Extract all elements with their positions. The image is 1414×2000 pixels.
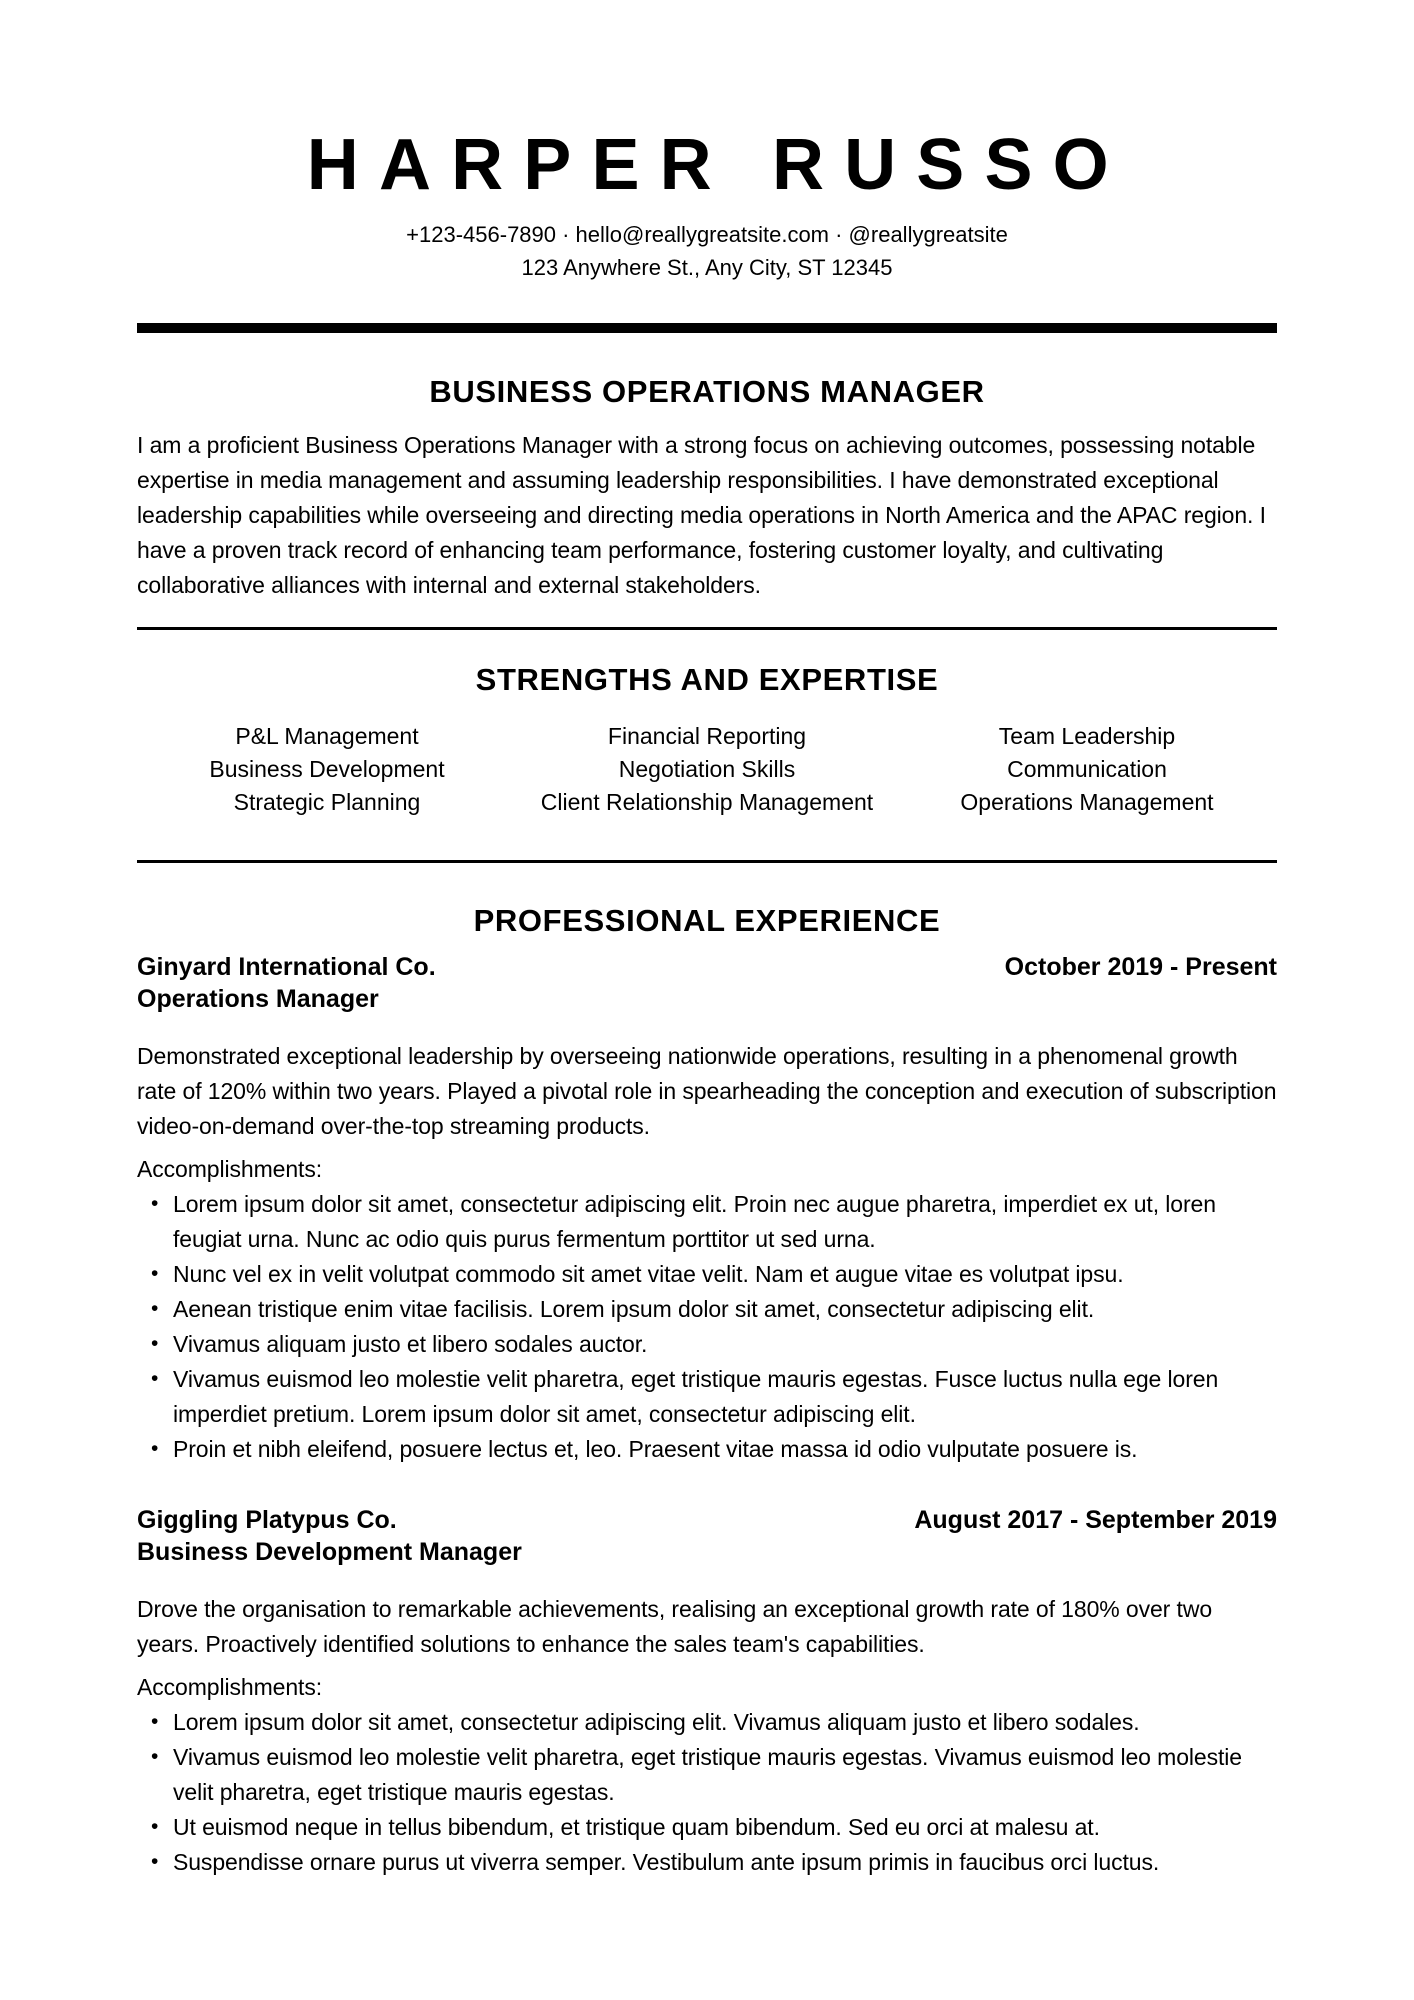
company-name: Ginyard International Co.: [137, 953, 436, 981]
skills-column-3: [897, 720, 1277, 819]
objective-title: BUSINESS OPERATIONS MANAGER: [429, 374, 985, 409]
skill-item: Business Development: [209, 756, 445, 782]
company-name: Giggling Platypus Co.: [137, 1506, 397, 1534]
job-dates: October 2019 - Present: [1004, 953, 1277, 981]
accomplishment-item: • Vivamus euismod leo molestie velit pharetra, eget tristique mauris egestas. Fusce luctus nulla ege loren imperdiet pretium. Lorem ipsum dolor sit amet, consectetur adipiscing elit.: [137, 1362, 1277, 1432]
accomplishment-item: • Suspendisse ornare purus ut viverra semper. Vestibulum ante ipsum primis in faucibus orci luctus.: [137, 1845, 1277, 1880]
skill-item: Team Leadership: [998, 723, 1176, 749]
section-divider-1: [137, 627, 1277, 630]
accomplishment-item: • Lorem ipsum dolor sit amet, consectetur adipiscing elit. Vivamus aliquam justo et libero sodales.: [137, 1705, 1277, 1740]
job-role: Operations Manager: [137, 985, 379, 1013]
accomplishment-item: • Aenean tristique enim vitae facilisis. Lorem ipsum dolor sit amet, consectetur adipiscing elit.: [137, 1292, 1277, 1327]
job-summary: Demonstrated exceptional leadership by overseeing nationwide operations, resulting in a phenomenal growth rate of 120% within two years. Played a pivotal role in spearheading the conception and execution of subscription video-on-demand over-the-top streaming products.: [137, 1043, 1277, 1139]
strengths-title: STRENGTHS AND EXPERTISE: [475, 662, 939, 697]
job-ginyard-international: [137, 951, 1277, 1467]
job-header: [137, 951, 1277, 983]
objective-summary: I am a proficient Business Operations Manager with a strong focus on achieving outcomes, possessing notable expertise in media management and assuming leadership responsibilities. I have demonstrated exceptional leadership capabilities while overseeing and directing media operations in North America and the APAC region. I have a proven track record of enhancing team performance, fostering customer loyalty, and cultivating collaborative alliances with internal and external stakeholders.: [137, 432, 1266, 598]
section-strengths: [137, 664, 1277, 819]
accomplishments-label: Accomplishments:: [137, 1156, 323, 1182]
contact-line-2: 123 Anywhere St., Any City, ST 12345: [521, 255, 893, 280]
section-objective: [137, 376, 1277, 603]
section-divider-2: [137, 860, 1277, 863]
skills-grid: [137, 720, 1277, 819]
skill-item: Communication: [1007, 756, 1167, 782]
accomplishment-item: • Vivamus aliquam justo et libero sodales auctor.: [137, 1327, 1277, 1362]
accomplishments-label: Accomplishments:: [137, 1674, 323, 1700]
candidate-name: HARPER RUSSO: [306, 125, 1129, 205]
job-dates: August 2017 - September 2019: [914, 1506, 1277, 1534]
accomplishment-item: • Lorem ipsum dolor sit amet, consectetur adipiscing elit. Proin nec augue pharetra, imperdiet ex ut, loren feugiat urna. Nunc ac odio quis purus fermentum porttitor ut sed urna.: [137, 1187, 1277, 1257]
job-role: Business Development Manager: [137, 1538, 522, 1566]
job-giggling-platypus: [137, 1504, 1277, 1880]
contact-line-1: +123-456-7890 · hello@reallygreatsite.com · @reallygreatsite: [406, 222, 1008, 247]
accomplishments-list: [137, 1187, 1277, 1467]
experience-title: PROFESSIONAL EXPERIENCE: [473, 903, 941, 938]
skill-item: Negotiation Skills: [618, 756, 796, 782]
skills-column-2: [517, 720, 897, 819]
accomplishment-item: • Nunc vel ex in velit volutpat commodo sit amet vitae velit. Nam et augue vitae es volutpat ipsu.: [137, 1257, 1277, 1292]
header-divider: [137, 323, 1277, 333]
accomplishment-item: • Ut euismod neque in tellus bibendum, et tristique quam bibendum. Sed eu orci at malesu at.: [137, 1810, 1277, 1845]
accomplishment-item: • Proin et nibh eleifend, posuere lectus et, leo. Praesent vitae massa id odio vulputate posuere is.: [137, 1432, 1277, 1467]
section-experience: [137, 905, 1277, 1880]
skill-item: Client Relationship Management: [540, 789, 874, 815]
skill-item: Financial Reporting: [607, 723, 807, 749]
skills-column-1: [137, 720, 517, 819]
skill-item: Operations Management: [960, 789, 1214, 815]
resume-header: [137, 125, 1277, 284]
skill-item: P&L Management: [235, 723, 419, 749]
job-header: [137, 1504, 1277, 1536]
skill-item: Strategic Planning: [233, 789, 421, 815]
accomplishments-list: [137, 1705, 1277, 1880]
job-summary: Drove the organisation to remarkable achievements, realising an exceptional growth rate of 180% over two years. Proactively identified solutions to enhance the sales team's capabilities.: [137, 1596, 1213, 1657]
accomplishment-item: • Vivamus euismod leo molestie velit pharetra, eget tristique mauris egestas. Vivamus euismod leo molestie velit pharetra, eget tristique mauris egestas.: [137, 1740, 1277, 1810]
